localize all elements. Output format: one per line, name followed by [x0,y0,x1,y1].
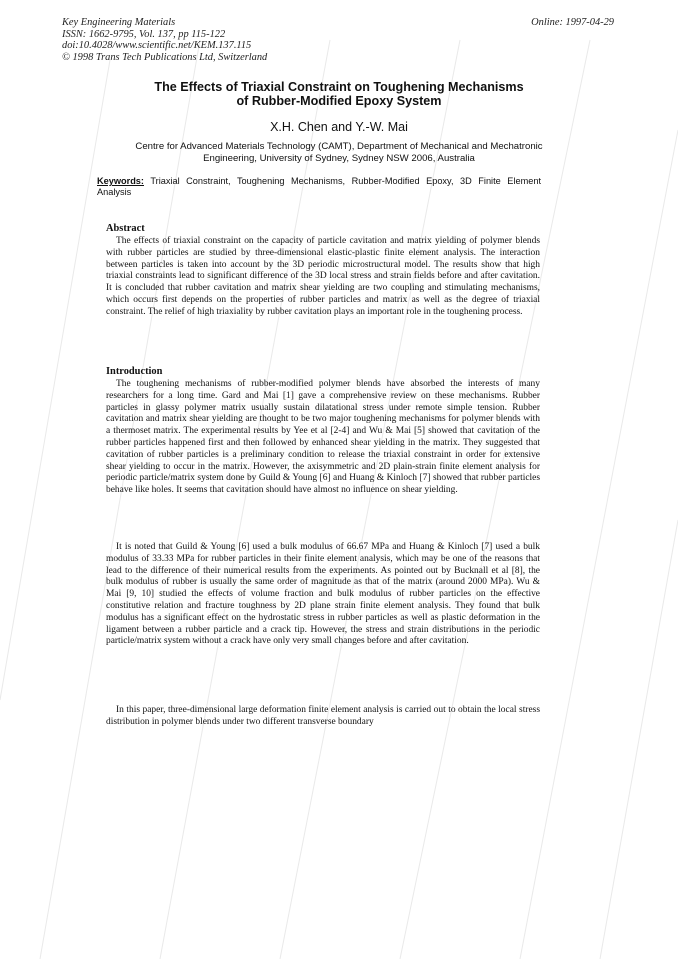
paper-authors: X.H. Chen and Y.-W. Mai [270,120,408,134]
doi-link[interactable]: doi:10.4028/www.scientific.net/KEM.137.115 [62,40,252,52]
copyright-line: © 1998 Trans Tech Publications Ltd, Switzerland [62,51,268,63]
abstract-text: The effects of triaxial constraint on the capacity of particle cavitation and matrix yielding of polymer blends with rubber particles are studied by three-dimensional elastic-plastic finite element analysis. The interaction between particles is taken into account by the 3D periodic microstructural model. The results show that high triaxial constraints lead to significant difference of the 3D local stress and strain fields before and after cavitation. It is concluded that rubber cavitation and matrix shear yielding are two coupling and stimulating mechanisms, which occurs first depends on the properties of rubber particles and matrix as well as the degree of triaxial constraint. The relief of high triaxiality by rubber cavitation plays an important role in the toughening process. [106,236,540,317]
keywords-text: Triaxial Constraint, Toughening Mechanisms, Rubber-Modified Epoxy, 3D Finite Element Analysis [97,176,541,197]
introduction-paragraph-3: In this paper, three-dimensional large deformation finite element analysis is carried out to obtain the local stress distribution in polymer blends under two different transverse boundary [106,705,540,727]
online-date: Online: 1997-04-29 [531,17,614,28]
issn-line: ISSN: 1662-9795, Vol. 137, pp 115-122 [62,28,226,40]
introduction-heading: Introduction [106,366,163,377]
keywords-label: Keywords: [97,176,144,186]
author-affiliation [96,141,582,164]
paper-title [100,80,578,109]
keywords [97,176,541,198]
introduction-paragraph-1: The toughening mechanisms of rubber-modified polymer blends have absorbed the interests of many researchers for a long time. Gard and Mai [1] gave a comprehensive review on these mechanisms. Rubber particles in glassy polymer matrix usually sustain dilatational stress under remote simple tension. Rubber cavitation and matrix shear yielding are thought to be two major toughening mechanisms for polymer blends with a thermoset matrix. The experimental results by Yee et al [2-4] and Wu & Mai [5] showed that cavitation of the rubber particles happened first and then followed by enhanced shear yielding in the matrix. They suggested that cavitation of rubber particles is a preliminary condition to release the triaxial constraint in order for extensive shear yielding to occur in the matrix. However, the axisymmetric and 2D plain-strain finite element analysis for periodic particle/matrix system done by Guild & Young [6] and Huang & Kinloch [7] showed that rubber particles behave like holes. It seems that cavitation should have almost no influence on shear yielding. [106,379,540,496]
title-line-2: of Rubber-Modified Epoxy System [236,94,442,109]
introduction-paragraph-2: It is noted that Guild & Young [6] used a bulk modulus of 66.67 MPa and Huang & Kinloch [7] used a bulk modulus of 33.33 MPa for rubber particles in their finite element analysis, which may be one of the reasons that lead to the difference of their numerical results from the experiments. As pointed out by Bucknall et al [8], the bulk modulus of rubber is usually the same order of magnitude as that of the matrix (around 2000 MPa). Wu & Mai [9, 10] studied the effects of volume fraction and bulk modulus of rubber particles on the effective constitutive relation and fracture toughness by 2D plane strain finite element analysis. They found that bulk modulus has a significant effect on the hydrostatic stress in rubber particles as well as plastic deformation in the ligament between a rubber particle and a crack tip. However, the stress and strain distributions in the periodic particle/matrix system without a crack have only very small changes before and after cavitation. [106,542,540,647]
abstract-heading: Abstract [106,223,145,234]
affiliation-line-2: Engineering, University of Sydney, Sydney NSW 2006, Australia [203,152,475,164]
title-line-1: The Effects of Triaxial Constraint on Toughening Mechanisms [154,80,524,94]
affiliation-line-1: Centre for Advanced Materials Technology (CAMT), Department of Mechanical and Mechatronic [135,141,543,152]
journal-name: Key Engineering Materials [62,17,176,28]
publication-header [62,17,267,63]
